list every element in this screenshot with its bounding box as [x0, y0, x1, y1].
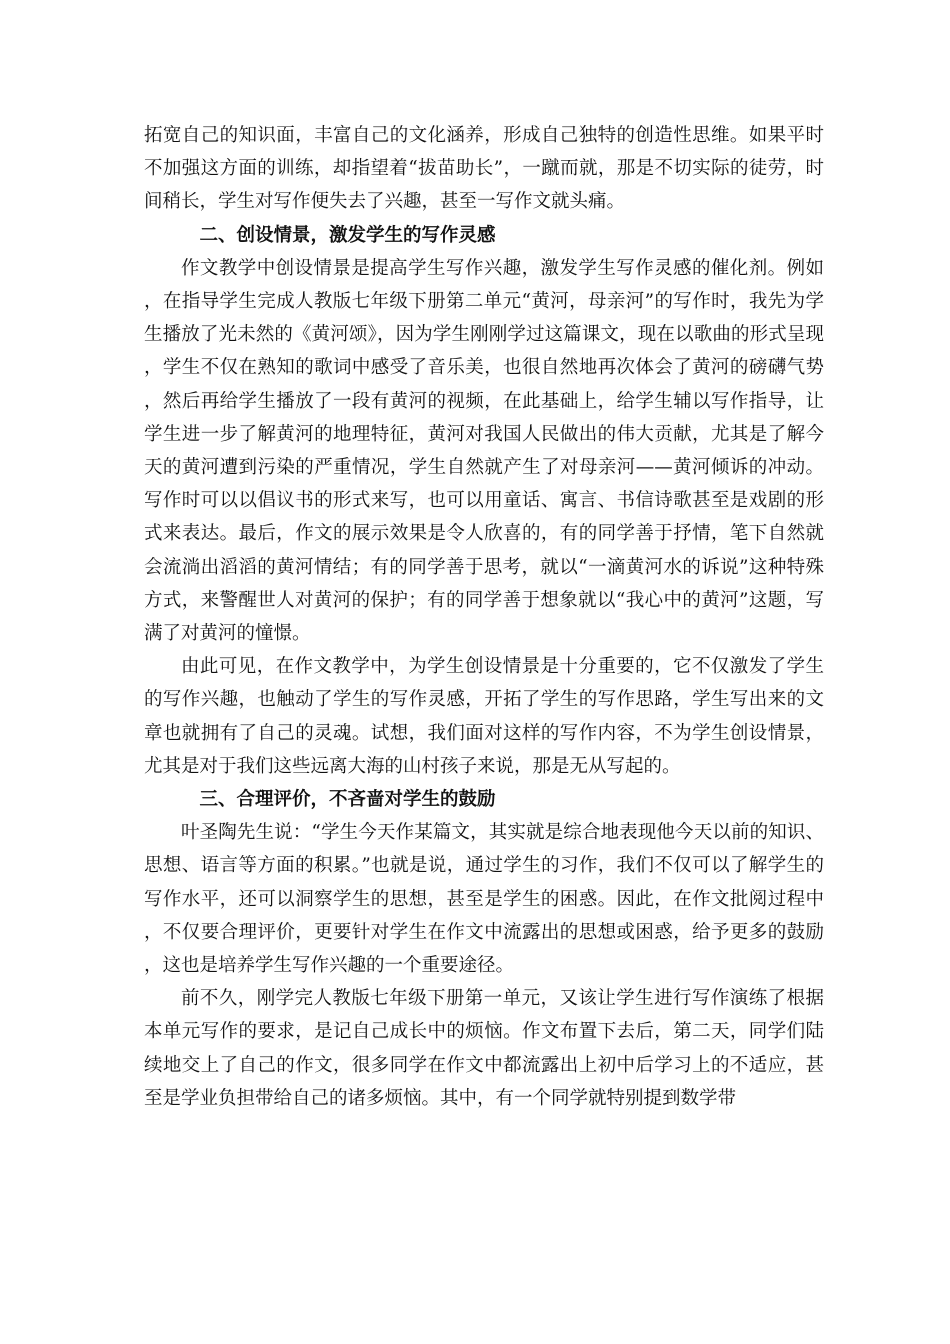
paragraph-scenario-example: 作文教学中创设情景是提高学生写作兴趣，激发学生写作灵感的催化剂。例如，在指导学生完成人教版七年级下册第二单元“黄河，母亲河”的写作时，我先为学生播放了光未然的《黄河颂》，因为学生刚刚学过这篇课文，现在以歌曲的形式呈现，学生不仅在熟知的歌词中感受了音乐美，也很自然地再次体会了黄河的磅礴气势，然后再给学生播放了一段有黄河的视频，在此基础上，给学生辅以写作指导，让学生进一步了解黄河的地理特征，黄河对我国人民做出的伟大贡献，尤其是了解今天的黄河遭到污染的严重情况，学生自然就产生了对母亲河——黄河倾诉的冲动。写作时可以以倡议书的形式来写，也可以用童话、寓言、书信诗歌甚至是戏剧的形式来表达。最后，作文的展示效果是令人欣喜的，有的同学善于抒情，笔下自然就会流淌出滔滔的黄河情结；有的同学善于思考，就以“一滴黄河水的诉说”这种特殊方式，来警醒世人对黄河的保护；有的同学善于想象就以“我心中的黄河”这题，写满了对黄河的憧憬。 — [144, 257, 824, 645]
paragraph-continuation: 拓宽自己的知识面，丰富自己的文化涵养，形成自己独特的创造性思维。如果平时不加强这方面的训练，却指望着“拔苗助长”，一蹴而就，那是不切实际的徒劳，时间稍长，学生对写作便失去了兴趣，甚至一写作文就头痛。 — [144, 125, 824, 213]
paragraph-scenario-conclusion: 由此可见，在作文教学中，为学生创设情景是十分重要的，它不仅激发了学生的写作兴趣，也触动了学生的写作灵感，开拓了学生的写作思路，学生写出来的文章也就拥有了自己的灵魂。试想，我们面对这样的写作内容，不为学生创设情景，尤其是对于我们这些远离大海的山村孩子来说，那是无从写起的。 — [144, 656, 824, 777]
document-body — [144, 119, 824, 1115]
paragraph-evaluation-example: 前不久，刚学完人教版七年级下册第一单元，又该让学生进行写作演练了根据本单元写作的要求，是记自己成长中的烦恼。作文布置下去后，第二天，同学们陆续地交上了自己的作文，很多同学在作文中都流露出上初中后学习上的不适应，甚至是学业负担带给自己的诸多烦恼。其中，有一个同学就特别提到数学带 — [144, 988, 824, 1109]
paragraph-evaluation-quote: 叶圣陶先生说：“学生今天作某篇文，其实就是综合地表现他今天以前的知识、思想、语言等方面的积累。”也就是说，通过学生的习作，我们不仅可以了解学生的写作水平，还可以洞察学生的思想，甚至是学生的困惑。因此，在作文批阅过程中，不仅要合理评价，更要针对学生在作文中流露出的思想或困惑，给予更多的鼓励，这也是培养学生写作兴趣的一个重要途径。 — [144, 822, 824, 977]
section-heading-2: 二、创设情景，激发学生的写作灵感 — [199, 224, 496, 246]
section-heading-3: 三、合理评价，不吝啬对学生的鼓励 — [199, 789, 496, 811]
